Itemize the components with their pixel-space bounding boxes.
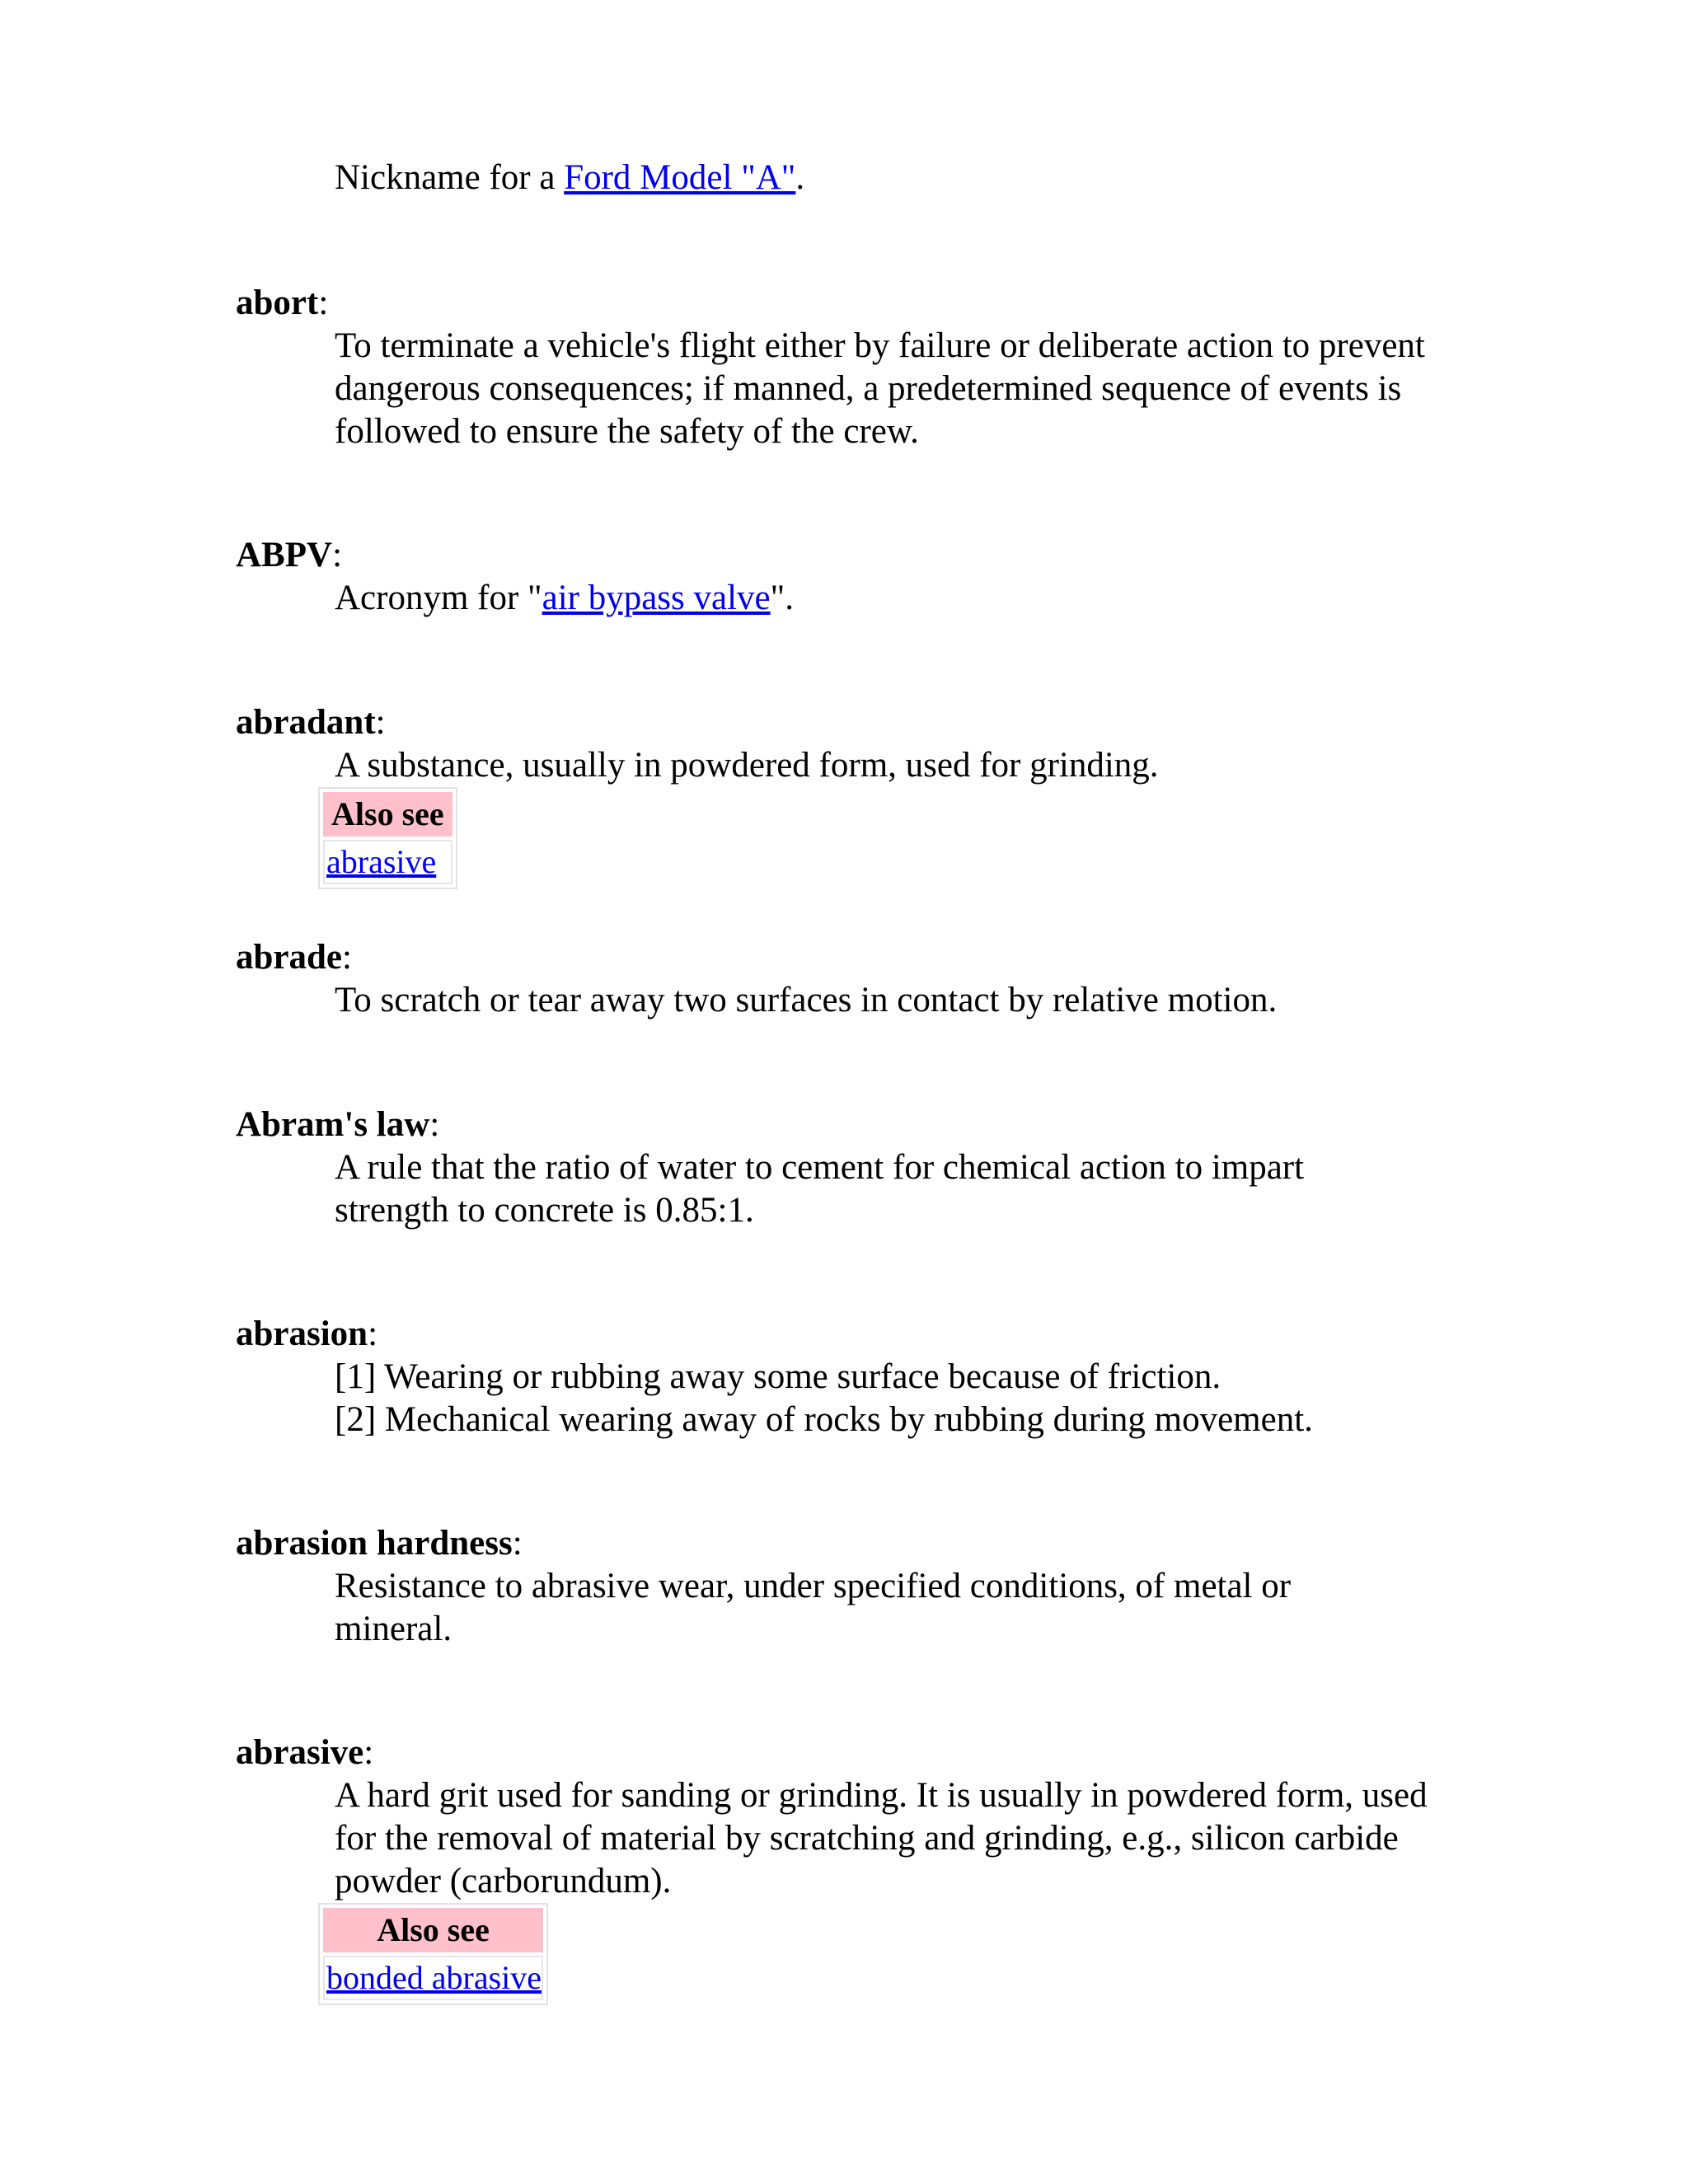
definition-1: [1] Wearing or rubbing away some surface because of friction. (335, 1357, 1221, 1396)
definition: To scratch or tear away two surfaces in contact by relative motion. (335, 981, 1278, 1019)
definition (335, 157, 1472, 199)
term-line: abrasion hardness: (236, 1524, 523, 1563)
definition: A hard grit used for sanding or grinding. It is usually in powdered form, used for the removal of material by scratching and grinding, e.g., silicon carbide powder (carborundum). (335, 1776, 1428, 1900)
term: Abram's law (236, 1105, 430, 1144)
term-line: abrasive: (236, 1733, 374, 1772)
abrasive-link[interactable]: abrasive (326, 843, 437, 880)
also-see-cell (323, 1956, 543, 2000)
term-line: abradant: (236, 703, 386, 742)
also-see-header: Also see (323, 792, 452, 837)
also-see-table (318, 787, 457, 889)
term-line: Abram's law: (236, 1105, 440, 1144)
also-see-cell (323, 840, 452, 884)
entry-abrade (236, 936, 1472, 1022)
term: abradant (236, 703, 376, 742)
definition-text: . (795, 158, 805, 197)
entry-abrasion (236, 1313, 1472, 1441)
term: abrasion (236, 1315, 368, 1353)
ford-model-a-link[interactable]: Ford Model "A" (564, 158, 796, 197)
definition-text: ". (770, 579, 794, 617)
also-see-table (318, 1903, 548, 2005)
term-line: ABPV: (236, 536, 343, 574)
entry-abort (236, 282, 1472, 453)
definition: A substance, usually in powdered form, used for grinding. (335, 746, 1159, 785)
term: abrade (236, 938, 342, 977)
term: abrasion hardness (236, 1524, 513, 1563)
definition-text: Acronym for " (335, 579, 542, 617)
definition: To terminate a vehicle's flight either by failure or deliberate action to prevent dangerous consequences; if manned, a predetermined sequence of events is followed to ensure the safety of the crew. (335, 326, 1425, 451)
entry-abrasive (236, 1732, 1472, 2005)
air-bypass-valve-link[interactable]: air bypass valve (542, 579, 771, 617)
entry-abradant (236, 701, 1472, 889)
definition-text: Nickname for a (335, 158, 565, 197)
term: abort (236, 284, 319, 322)
entry-abrams-law (236, 1104, 1472, 1232)
term-line: abort: (236, 284, 329, 322)
also-see-header: Also see (323, 1908, 543, 1952)
term-line: abrasion: (236, 1315, 378, 1353)
definition (335, 577, 1472, 620)
term: ABPV (236, 536, 333, 574)
definition: Resistance to abrasive wear, under specified conditions, of metal or mineral. (335, 1567, 1292, 1648)
definition-2: [2] Mechanical wearing away of rocks by rubbing during movement. (335, 1400, 1313, 1439)
term: abrasive (236, 1733, 364, 1772)
term-line: abrade: (236, 938, 352, 977)
entry-abrasion-hardness (236, 1522, 1472, 1651)
definition: A rule that the ratio of water to cement for chemical action to impart strength to concrete is 0.85:1. (335, 1148, 1305, 1230)
entry-intro (236, 157, 1472, 199)
entry-abpv (236, 534, 1472, 620)
bonded-abrasive-link[interactable]: bonded abrasive (326, 1959, 542, 1996)
